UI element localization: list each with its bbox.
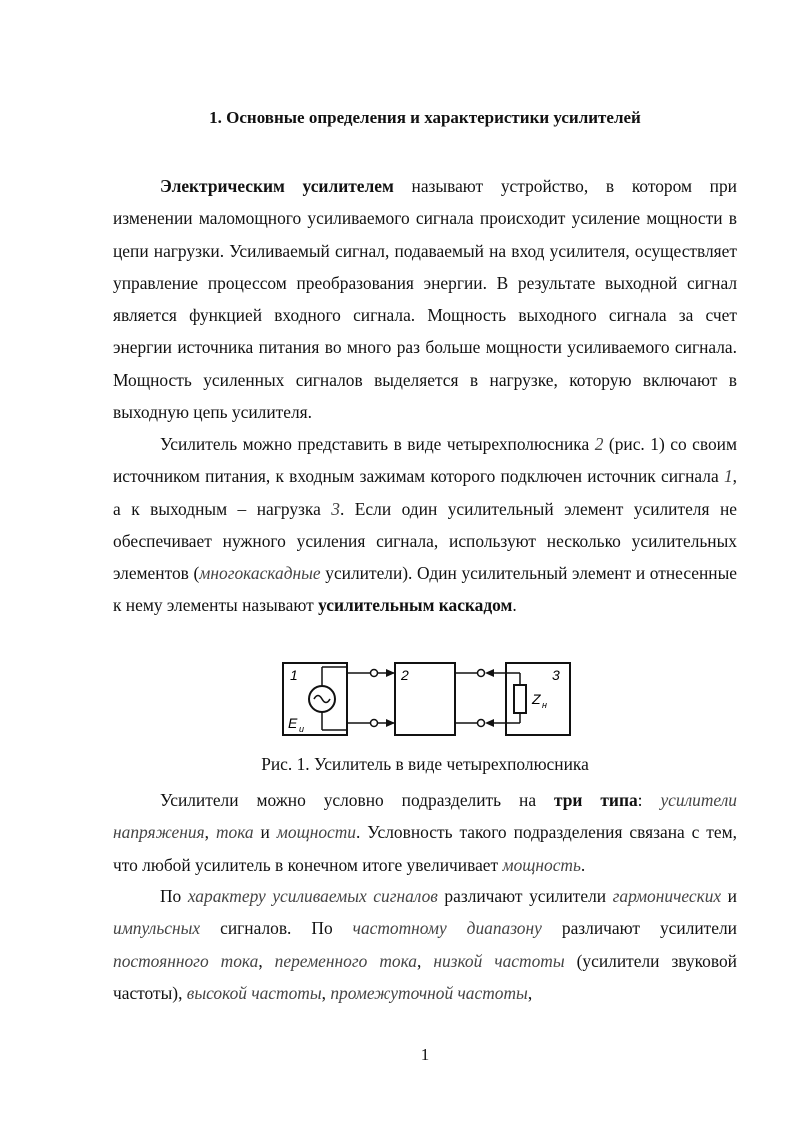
italic-term: характеру усиливаемых сигналов (187, 886, 438, 906)
text-run: различают усилители (541, 918, 737, 939)
page-number: 1 (420, 1045, 430, 1064)
text-run: По (160, 886, 188, 906)
paragraph-definition (113, 170, 737, 428)
text-run: , (416, 950, 434, 971)
paragraph-classification (113, 880, 737, 1009)
text-run: Усилители можно условно подразделить на (160, 790, 554, 810)
text-run: , а к выходным – нагрузка (113, 466, 737, 519)
text-run: . Если один усилительный элемент усилителя не обеспечивает нужного усиления сигнала, используют несколько усилительных элементов ( (113, 498, 737, 584)
text-run: усилители). Один усилительный элемент и отнесенные к нему элементы называют (113, 563, 737, 616)
load-impedance-label: Z (532, 691, 541, 707)
paragraph-text: называют устройство, в котором при изменении маломощного усиливаемого сигнала происходит усиление мощности в цепи нагрузки. Усиливаемый сигнал, подаваемый на вход усилителя, осуществляет управление процессом преобразования энергии. В результате выходной сигнал является функцией входного сигнала. Мощность выходного сигнала за счет энергии источника питания во много раз больше мощности усиливаемого сигнала. Мощность усиленных сигналов выделяется в нагрузке, которую включают в выходную цепь усилителя. (113, 176, 737, 423)
text-run: , (204, 822, 216, 843)
source-emf-label: Е (288, 715, 298, 731)
italic-term: усилители напряжения (113, 790, 737, 843)
input-terminal (371, 670, 378, 677)
text-run: , (527, 982, 533, 1003)
text-run: . Условность такого подразделения связана с тем, что любой усилитель в конечном итоге увеличивает (113, 822, 737, 875)
term-electric-amplifier: Электрическим усилителем (160, 176, 394, 196)
italic-term: частотному диапазону (352, 918, 542, 939)
output-terminal (478, 670, 485, 677)
text-run: (рис. 1) со своим источником питания, к входным зажимам которого подключен источник сигнала (113, 434, 737, 487)
source-emf-subscript: и (299, 724, 305, 734)
text-run: и (721, 886, 737, 906)
bold-term: три типа (553, 790, 638, 810)
text-run: : (637, 790, 661, 810)
term-amplifier-stage: усилительным каскадом (318, 595, 513, 616)
italic-term: многокаскадные (199, 563, 321, 584)
text-run: различают усилители (437, 886, 613, 906)
italic-term: мощность (502, 854, 581, 875)
block-1-label: 1 (290, 667, 298, 683)
text-run: . (580, 854, 586, 875)
italic-term: гармонических (612, 886, 722, 906)
amplifier-four-pole-diagram (280, 660, 580, 745)
italic-term: импульсных (113, 918, 201, 939)
text-run: . (512, 595, 517, 616)
ref-number: 1 (723, 466, 733, 487)
italic-term: постоянного тока (113, 950, 259, 971)
italic-term: промежуточной частоты (330, 982, 528, 1003)
paragraph-four-pole (113, 428, 737, 622)
output-terminal (478, 720, 485, 727)
text-run: (усилители звуковой частоты), (113, 950, 737, 1003)
paragraph-types (113, 784, 737, 881)
text-run: Усилитель можно представить в виде четырехполюсника (160, 434, 595, 454)
text-run: сигналов. По (200, 918, 353, 939)
section-heading: 1. Основные определения и характеристики усилителей (209, 108, 641, 127)
load-resistor-icon (514, 685, 526, 713)
italic-term: тока (215, 822, 254, 843)
italic-term: мощности (276, 822, 356, 843)
text-run: , (321, 982, 331, 1003)
figure-caption: Рис. 1. Усилитель в виде четырехполюсника (261, 754, 589, 774)
text-run: и (253, 822, 277, 843)
sine-wave-icon (314, 696, 330, 703)
text-run: , (258, 950, 275, 971)
input-terminal (371, 720, 378, 727)
italic-term: высокой частоты (186, 982, 322, 1003)
block-2-label: 2 (401, 667, 409, 683)
load-impedance-subscript: н (542, 700, 547, 710)
italic-term: переменного тока (274, 950, 417, 971)
ref-number: 2 (594, 434, 604, 454)
italic-term: низкой частоты (433, 950, 565, 971)
block-3-label: 3 (552, 667, 560, 683)
ref-number: 3 (331, 498, 340, 519)
